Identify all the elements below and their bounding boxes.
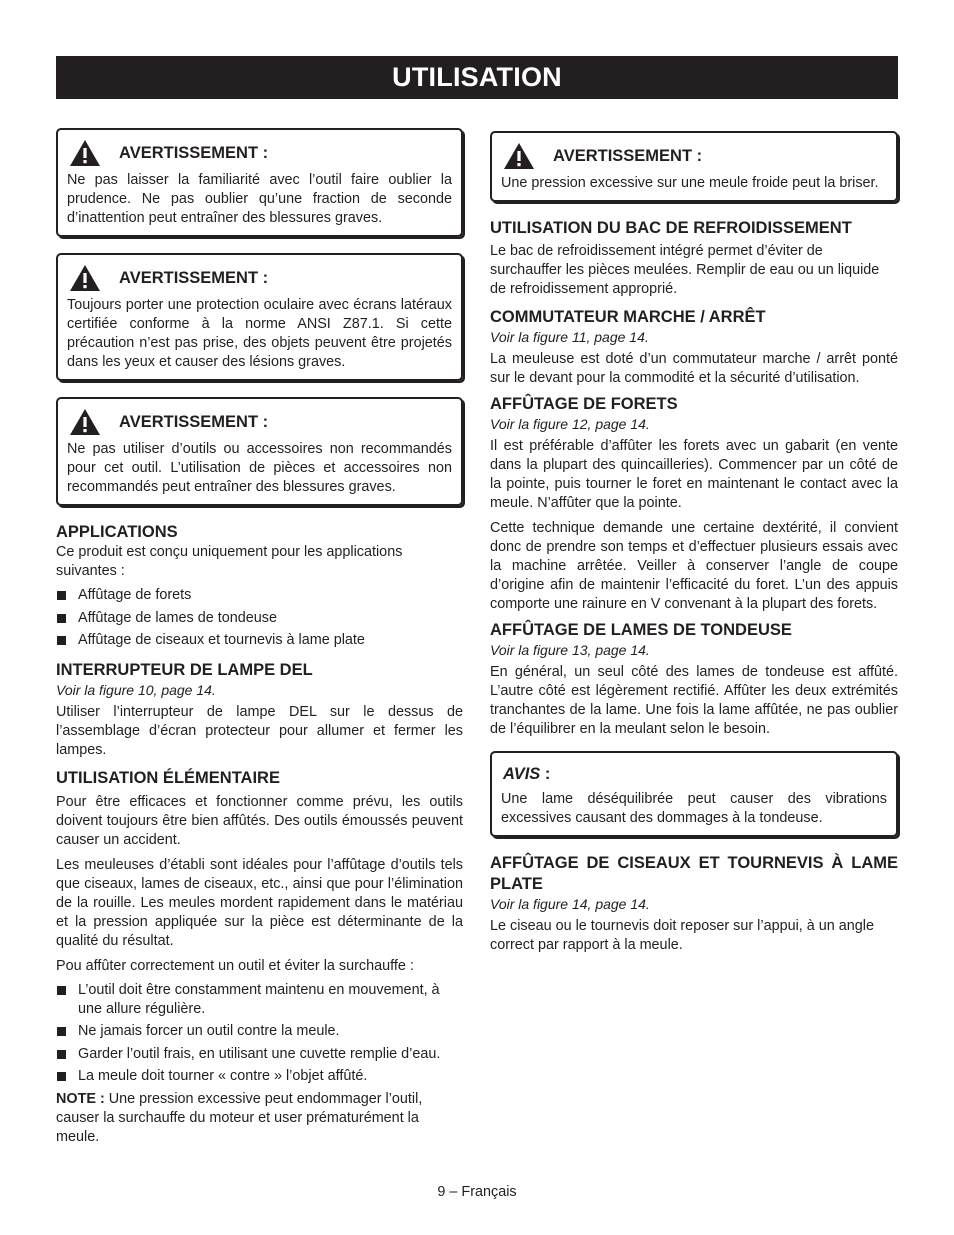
list-item: Affûtage de ciseaux et tournevis à lame plate: [56, 631, 463, 650]
warning-box: [56, 128, 463, 237]
figure-reference: Voir la figure 11, page 14.: [490, 329, 649, 345]
figure-reference: Voir la figure 12, page 14.: [490, 416, 650, 432]
section-heading-basic-use: UTILISATION ÉLÉMENTAIRE: [56, 768, 280, 787]
note-paragraph: [56, 1090, 463, 1147]
notice-label: AVIS: [503, 765, 541, 783]
basic-list: [56, 981, 463, 1087]
drill-bits-paragraph-2: Cette technique demande une certaine dextérité, il convient donc de prendre son temps et d’effectuer plusieurs essais avec la machine arrêtée. Veiller à conserver l’angle de coupe d’origine afin de maintenir l’efficacité du foret. L’un des appuis comporte une rainure en V convenant à la plupart des forets.: [490, 520, 898, 612]
warning-header: [67, 263, 452, 293]
section-heading-chisels: AFFÛTAGE DE CISEAUX ET TOURNEVIS À LAME PLATE: [490, 854, 898, 893]
figure-reference: Voir la figure 14, page 14.: [490, 896, 650, 912]
right-column: [490, 131, 898, 955]
left-column: [56, 128, 463, 1147]
note-label: NOTE :: [56, 1090, 105, 1107]
section-heading-del: INTERRUPTEUR DE LAMPE DEL: [56, 660, 313, 679]
warning-header: [501, 141, 887, 171]
applications-list: [56, 586, 463, 650]
switch-text: La meuleuse est doté d’un commutateur marche / arrêt ponté sur le devant pour la commodité et la sécurité d’utilisation.: [490, 351, 898, 386]
notice-colon: :: [540, 765, 551, 783]
note-text: Une pression excessive peut endommager l’outil, causer la surchauffe du moteur et user prématurément la meule.: [56, 1090, 423, 1145]
warning-title: AVERTISSEMENT :: [119, 143, 269, 162]
list-item: L’outil doit être constamment maintenu en mouvement, à une allure régulière.: [56, 981, 463, 1019]
section-heading-drill-bits: AFFÛTAGE DE FORETS: [490, 395, 678, 413]
basic-paragraph-2: Les meuleuses d’établi sont idéales pour l’affûtage d’outils tels que ciseaux, lames de ciseaux, etc., ainsi que pour l’élimination de la rouille. Les meules mordent rapidement dans le matériau et la pression appliquée sur la pièce est déterminante de la qualité du résultat.: [56, 856, 463, 949]
mower-blades-text: En général, un seul côté des lames de tondeuse est affûté. L’autre côté est légèrement rectifié. Affûter les deux extrémités tranchantes de la lame. Une fois la lame affûtée, ne pas oublier de l’équilibrer en la meulant selon le besoin.: [490, 664, 898, 737]
section-heading-cooling-tray: UTILISATION DU BAC DE REFROIDISSEMENT: [490, 219, 852, 237]
notice-text: Une lame déséquilibrée peut causer des vibrations excessives causant des dommages à la tondeuse.: [501, 791, 887, 826]
warning-box: [56, 397, 463, 506]
warning-title: AVERTISSEMENT :: [119, 268, 269, 287]
applications-intro: Ce produit est conçu uniquement pour les applications suivantes :: [56, 544, 403, 579]
del-text: Utiliser l’interrupteur de lampe DEL sur le dessus de l’assemblage d’écran protecteur pour allumer et fermer les lampes.: [56, 703, 463, 758]
warning-icon: [503, 142, 535, 170]
warning-icon: [69, 264, 101, 292]
page-number: 9 – Français: [437, 1184, 517, 1200]
warning-title: AVERTISSEMENT :: [553, 146, 703, 165]
section-heading-applications: APPLICATIONS: [56, 523, 178, 541]
page-title-banner: UTILISATION: [56, 56, 898, 99]
notice-box: [490, 751, 898, 837]
warning-box: [56, 253, 463, 381]
list-item: Garder l’outil frais, en utilisant une cuvette remplie d’eau.: [56, 1045, 463, 1064]
notice-title: [503, 765, 887, 784]
warning-text: Ne pas utiliser d’outils ou accessoires non recommandés pour cet outil. L’utilisation de pièces et accessoires non recommandés peut entraîner des blessures graves.: [67, 441, 452, 495]
list-item: Affûtage de forets: [56, 586, 463, 605]
list-item: Affûtage de lames de tondeuse: [56, 609, 463, 628]
cooling-tray-text: Le bac de refroidissement intégré permet d’éviter de surchauffer les pièces meulées. Remplir de eau ou un liquide de refroidissement approprié.: [490, 243, 880, 297]
warning-icon: [69, 139, 101, 167]
warning-header: [67, 138, 452, 168]
figure-reference: Voir la figure 13, page 14.: [490, 642, 650, 658]
warning-title: AVERTISSEMENT :: [119, 412, 269, 431]
basic-paragraph-3: Pou affûter correctement un outil et éviter la surchauffe :: [56, 957, 414, 974]
warning-text: Toujours porter une protection oculaire avec écrans latéraux certifiée conforme à la norme ANSI Z87.1. Si cette précaution n’est pas prise, des objets peuvent être projetés dans les yeux et causer des lésions graves.: [67, 297, 452, 370]
section-heading-mower-blades: AFFÛTAGE DE LAMES DE TONDEUSE: [490, 621, 792, 639]
warning-header: [67, 407, 452, 437]
list-item: La meule doit tourner « contre » l’objet affûté.: [56, 1067, 463, 1086]
chisels-text: Le ciseau ou le tournevis doit reposer sur l’appui, à un angle correct par rapport à la meule.: [490, 918, 874, 953]
warning-text: Une pression excessive sur une meule froide peut la briser.: [501, 175, 879, 191]
section-heading-switch: COMMUTATEUR MARCHE / ARRÊT: [490, 308, 766, 326]
warning-box: [490, 131, 898, 202]
drill-bits-paragraph-1: Il est préférable d’affûter les forets avec un gabarit (en vente dans la plupart des quincailleries). Commencer par un côté de la pointe, puis tourner le foret en maintenant le contact avec la meule. N’affûter que la pointe.: [490, 438, 898, 511]
warning-text: Ne pas laisser la familiarité avec l’outil faire oublier la prudence. Ne pas oublier qu’une fraction de seconde d’inattention peut entraîner des blessures graves.: [67, 172, 452, 226]
warning-icon: [69, 408, 101, 436]
figure-reference: Voir la figure 10, page 14.: [56, 681, 216, 698]
list-item: Ne jamais forcer un outil contre la meule.: [56, 1022, 463, 1041]
basic-paragraph-1: Pour être efficaces et fonctionner comme prévu, les outils doivent toujours être bien affûtés. Des outils émoussés peuvent causer un accident.: [56, 793, 463, 848]
